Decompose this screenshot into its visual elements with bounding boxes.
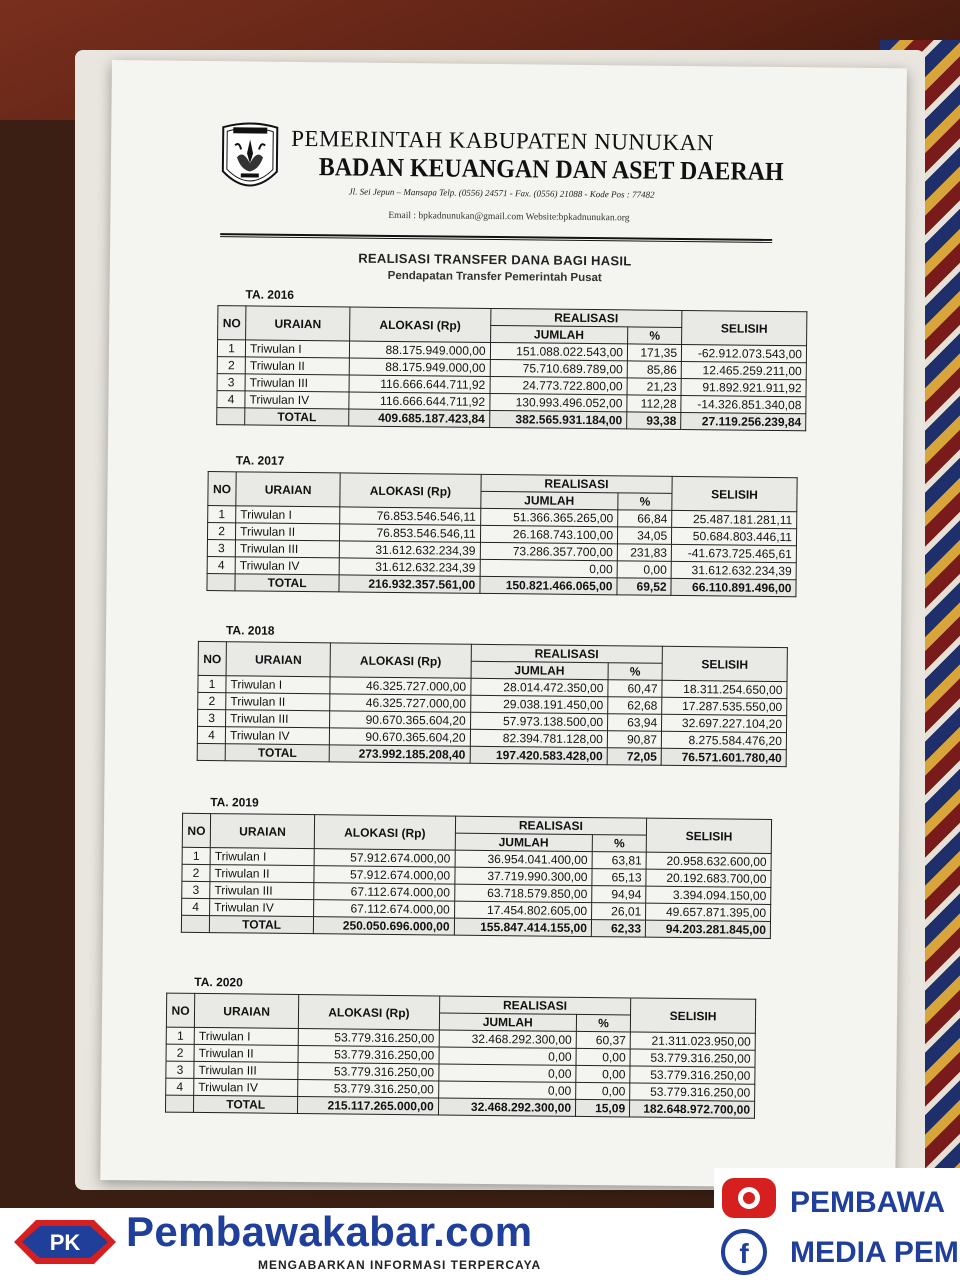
cell-no: 2 bbox=[217, 357, 245, 374]
header-persen: % bbox=[592, 835, 646, 853]
header-no: NO bbox=[182, 813, 210, 847]
cell-alokasi: 116.666.644.711,92 bbox=[349, 375, 490, 393]
header-realisasi: REALISASI bbox=[439, 996, 631, 1015]
header-selisih: SELISIH bbox=[646, 818, 771, 853]
header-uraian: URAIAN bbox=[226, 642, 330, 677]
cell-persen: 63,94 bbox=[608, 714, 662, 732]
cell-alokasi: 88.175.949.000,00 bbox=[350, 341, 491, 359]
year-block bbox=[181, 795, 772, 939]
total-selisih: 182.648.972.700,00 bbox=[630, 1100, 755, 1118]
cell-persen: 60,47 bbox=[608, 680, 662, 698]
total-alokasi: 409.685.187.423,84 bbox=[349, 409, 490, 427]
cell-no: 3 bbox=[166, 1061, 194, 1078]
header-realisasi: REALISASI bbox=[455, 816, 647, 835]
cell-jumlah: 0,00 bbox=[480, 559, 618, 577]
letterhead-contact: Email : bpkadnunukan@gmail.com Website:bpkadnunukan.org bbox=[388, 210, 630, 224]
document-subtitle: Pendapatan Transfer Pemerintah Pusat bbox=[387, 269, 602, 285]
cell-persen: 26,01 bbox=[592, 903, 646, 921]
total-label: TOTAL bbox=[245, 408, 349, 426]
cell-no: 1 bbox=[208, 506, 236, 523]
total-label: TOTAL bbox=[225, 744, 329, 762]
cell-uraian: Triwulan IV bbox=[235, 557, 339, 575]
header-alokasi: ALOKASI (Rp) bbox=[340, 473, 481, 508]
cell-no: 3 bbox=[182, 881, 210, 898]
cell-selisih: 31.612.632.234,39 bbox=[671, 561, 796, 579]
cell-alokasi: 116.666.644.711,92 bbox=[349, 392, 490, 410]
cell-blank bbox=[197, 743, 225, 760]
year-label: TA. 2018 bbox=[225, 623, 275, 638]
transfer-table bbox=[197, 641, 788, 767]
social-label-1: PEMBAWA bbox=[790, 1186, 946, 1219]
total-alokasi: 250.050.696.000,00 bbox=[314, 917, 455, 935]
cell-jumlah: 0,00 bbox=[438, 1064, 576, 1082]
cell-persen: 94,94 bbox=[592, 886, 646, 904]
header-jumlah: JUMLAH bbox=[490, 325, 628, 343]
cell-uraian: Triwulan I bbox=[245, 340, 349, 358]
social-badge bbox=[714, 1168, 960, 1280]
total-persen: 69,52 bbox=[617, 578, 671, 596]
cell-persen: 65,13 bbox=[592, 869, 646, 887]
cell-uraian: Triwulan I bbox=[236, 506, 340, 524]
header-persen: % bbox=[608, 663, 662, 681]
cell-uraian: Triwulan I bbox=[194, 1027, 298, 1045]
cell-jumlah: 73.286.357.700,00 bbox=[480, 542, 618, 560]
header-alokasi: ALOKASI (Rp) bbox=[350, 307, 491, 342]
cell-uraian: Triwulan I bbox=[226, 676, 330, 694]
cell-jumlah: 151.088.022.543,00 bbox=[490, 342, 628, 360]
total-persen: 93,38 bbox=[627, 412, 681, 430]
cell-uraian: Triwulan II bbox=[194, 1044, 298, 1062]
cell-uraian: Triwulan II bbox=[245, 357, 349, 375]
total-jumlah: 150.821.466.065,00 bbox=[480, 576, 618, 594]
cell-alokasi: 67.112.674.000,00 bbox=[314, 900, 455, 918]
cell-no: 4 bbox=[182, 898, 210, 915]
letterhead bbox=[218, 109, 784, 237]
cell-persen: 0,00 bbox=[617, 561, 671, 579]
header-uraian: URAIAN bbox=[194, 993, 298, 1028]
cell-selisih: -14.326.851.340,08 bbox=[681, 395, 806, 413]
cell-persen: 21,23 bbox=[627, 378, 681, 396]
cell-uraian: Triwulan III bbox=[210, 882, 314, 900]
cell-jumlah: 28.014.472.350,00 bbox=[471, 678, 609, 696]
header-jumlah: JUMLAH bbox=[471, 661, 609, 679]
header-no: NO bbox=[166, 993, 194, 1027]
cell-alokasi: 67.112.674.000,00 bbox=[314, 883, 455, 901]
cell-selisih: 12.465.259.211,00 bbox=[681, 361, 806, 379]
total-jumlah: 197.420.583.428,00 bbox=[470, 746, 608, 764]
total-persen: 72,05 bbox=[607, 748, 661, 766]
total-selisih: 66.110.891.496,00 bbox=[671, 578, 796, 596]
cell-persen: 34,05 bbox=[617, 527, 671, 545]
header-jumlah: JUMLAH bbox=[439, 1013, 577, 1031]
cell-selisih: -41.673.725.465,61 bbox=[671, 544, 796, 562]
total-persen: 15,09 bbox=[575, 1099, 629, 1117]
cell-uraian: Triwulan III bbox=[245, 374, 349, 392]
header-uraian: URAIAN bbox=[210, 814, 314, 849]
total-label: TOTAL bbox=[235, 574, 339, 592]
cell-alokasi: 76.853.546.546,11 bbox=[340, 507, 481, 525]
cell-uraian: Triwulan III bbox=[235, 540, 339, 558]
cell-alokasi: 90.670.365.604,20 bbox=[330, 711, 471, 729]
header-no: NO bbox=[218, 306, 246, 340]
cell-blank bbox=[165, 1095, 193, 1112]
document-title: REALISASI TRANSFER DANA BAGI HASIL bbox=[358, 250, 632, 269]
cell-no: 4 bbox=[207, 557, 235, 574]
cell-no: 1 bbox=[198, 675, 226, 692]
cell-jumlah: 75.710.689.789,00 bbox=[490, 359, 628, 377]
cell-uraian: Triwulan I bbox=[210, 848, 314, 866]
cell-jumlah: 51.366.365.265,00 bbox=[480, 508, 618, 526]
cell-selisih: 49.657.871.395,00 bbox=[646, 903, 771, 921]
header-jumlah: JUMLAH bbox=[480, 491, 618, 509]
total-selisih: 27.119.256.239,84 bbox=[681, 412, 806, 430]
cell-no: 4 bbox=[197, 726, 225, 743]
cell-blank bbox=[181, 915, 209, 932]
cell-selisih: 91.892.921.911,92 bbox=[681, 378, 806, 396]
document-page bbox=[100, 60, 907, 1188]
cell-no: 1 bbox=[217, 340, 245, 357]
cell-selisih: 18.311.254.650,00 bbox=[662, 680, 787, 698]
header-realisasi: REALISASI bbox=[471, 644, 663, 663]
total-alokasi: 216.932.357.561,00 bbox=[339, 575, 480, 593]
cell-persen: 171,35 bbox=[627, 344, 681, 362]
cell-persen: 231,83 bbox=[617, 544, 671, 562]
header-jumlah: JUMLAH bbox=[455, 833, 593, 851]
total-selisih: 94.203.281.845,00 bbox=[645, 920, 770, 938]
cell-alokasi: 46.325.727.000,00 bbox=[330, 694, 471, 712]
year-label: TA. 2019 bbox=[210, 795, 259, 810]
header-uraian: URAIAN bbox=[236, 472, 340, 507]
header-selisih: SELISIH bbox=[672, 476, 797, 511]
cell-no: 4 bbox=[166, 1078, 194, 1095]
year-label: TA. 2017 bbox=[235, 453, 285, 468]
cell-jumlah: 57.973.138.500,00 bbox=[470, 712, 608, 730]
cell-uraian: Triwulan IV bbox=[245, 391, 349, 409]
transfer-table bbox=[181, 813, 772, 939]
cell-no: 3 bbox=[217, 374, 245, 391]
cell-alokasi: 53.779.316.250,00 bbox=[298, 1029, 439, 1047]
cell-no: 2 bbox=[182, 864, 210, 881]
cell-jumlah: 0,00 bbox=[439, 1047, 577, 1065]
facebook-icon[interactable] bbox=[720, 1228, 768, 1276]
cell-persen: 90,87 bbox=[607, 731, 661, 749]
total-alokasi: 215.117.265.000,00 bbox=[298, 1097, 439, 1115]
cell-persen: 62,68 bbox=[608, 697, 662, 715]
site-name[interactable]: Pembawakabar.com bbox=[126, 1208, 533, 1255]
header-uraian: URAIAN bbox=[246, 306, 350, 341]
cell-persen: 60,37 bbox=[576, 1031, 630, 1049]
cell-jumlah: 82.394.781.128,00 bbox=[470, 729, 608, 747]
site-tagline: MENGABARKAN INFORMASI TERPERCAYA bbox=[258, 1258, 542, 1272]
header-realisasi: REALISASI bbox=[490, 308, 682, 327]
cell-selisih: 21.311.023.950,00 bbox=[630, 1032, 755, 1050]
cell-alokasi: 53.779.316.250,00 bbox=[298, 1046, 439, 1064]
cell-selisih: 20.958.632.600,00 bbox=[646, 852, 771, 870]
cell-no: 2 bbox=[207, 523, 235, 540]
cell-persen: 66,84 bbox=[618, 510, 672, 528]
total-label: TOTAL bbox=[209, 916, 313, 934]
cell-jumlah: 63.718.579.850,00 bbox=[454, 884, 592, 902]
cell-alokasi: 76.853.546.546,11 bbox=[340, 524, 481, 542]
header-selisih: SELISIH bbox=[630, 998, 755, 1033]
regency-seal-icon bbox=[219, 119, 282, 200]
header-persen: % bbox=[628, 327, 682, 345]
cell-selisih: 53.779.316.250,00 bbox=[630, 1083, 755, 1101]
letterhead-address: Jl. Sei Jepun – Mansapa Telp. (0556) 24571 - Fax. (0556) 21088 - Kode Pos : 77482 bbox=[348, 186, 655, 200]
cell-jumlah: 130.993.496.052,00 bbox=[489, 393, 627, 411]
year-block bbox=[216, 287, 807, 431]
cell-jumlah: 29.038.191.450,00 bbox=[470, 695, 608, 713]
cell-alokasi: 53.779.316.250,00 bbox=[298, 1080, 439, 1098]
header-alokasi: ALOKASI (Rp) bbox=[330, 643, 471, 678]
cell-uraian: Triwulan IV bbox=[194, 1078, 298, 1096]
cell-uraian: Triwulan III bbox=[226, 710, 330, 728]
cell-alokasi: 31.612.632.234,39 bbox=[339, 541, 480, 559]
transfer-table bbox=[216, 305, 807, 431]
cell-jumlah: 36.954.041.400,00 bbox=[455, 850, 593, 868]
cell-persen: 0,00 bbox=[576, 1048, 630, 1066]
cell-no: 1 bbox=[182, 847, 210, 864]
cell-no: 2 bbox=[166, 1044, 194, 1061]
cell-selisih: 3.394.094.150,00 bbox=[646, 886, 771, 904]
cell-alokasi: 57.912.674.000,00 bbox=[314, 849, 455, 867]
total-jumlah: 382.565.931.184,00 bbox=[489, 410, 627, 428]
pk-logo-icon bbox=[10, 1216, 120, 1268]
cell-uraian: Triwulan III bbox=[194, 1061, 298, 1079]
header-selisih: SELISIH bbox=[682, 310, 807, 345]
header-alokasi: ALOKASI (Rp) bbox=[314, 815, 455, 850]
transfer-table bbox=[165, 993, 756, 1119]
youtube-icon[interactable] bbox=[720, 1176, 778, 1220]
cell-no: 4 bbox=[217, 391, 245, 408]
social-label-2: MEDIA PEM bbox=[790, 1236, 959, 1269]
cell-uraian: Triwulan II bbox=[236, 523, 340, 541]
total-alokasi: 273.992.185.208,40 bbox=[329, 745, 470, 763]
cell-persen: 112,28 bbox=[627, 395, 681, 413]
cell-alokasi: 46.325.727.000,00 bbox=[330, 677, 471, 695]
letterhead-agency: BADAN KEUANGAN DAN ASET DAERAH bbox=[318, 152, 784, 187]
cell-selisih: 8.275.584.476,20 bbox=[661, 731, 786, 749]
cell-selisih: 25.487.181.281,11 bbox=[672, 510, 797, 528]
cell-jumlah: 26.168.743.100,00 bbox=[480, 525, 618, 543]
header-realisasi: REALISASI bbox=[481, 474, 673, 493]
cell-selisih: -62.912.073.543,00 bbox=[681, 344, 806, 362]
cell-selisih: 53.779.316.250,00 bbox=[630, 1049, 755, 1067]
cell-persen: 85,86 bbox=[627, 361, 681, 379]
total-selisih: 76.571.601.780,40 bbox=[661, 748, 786, 766]
cell-blank bbox=[207, 574, 235, 591]
total-jumlah: 32.468.292.300,00 bbox=[438, 1098, 576, 1116]
cell-uraian: Triwulan II bbox=[226, 693, 330, 711]
cell-persen: 63,81 bbox=[592, 852, 646, 870]
cell-jumlah: 0,00 bbox=[438, 1081, 576, 1099]
cell-no: 1 bbox=[166, 1027, 194, 1044]
header-no: NO bbox=[198, 641, 226, 675]
cell-alokasi: 53.779.316.250,00 bbox=[298, 1063, 439, 1081]
cell-selisih: 50.684.803.446,11 bbox=[672, 527, 797, 545]
header-alokasi: ALOKASI (Rp) bbox=[299, 995, 440, 1030]
total-jumlah: 155.847.414.155,00 bbox=[454, 918, 592, 936]
cell-selisih: 32.697.227.104,20 bbox=[662, 714, 787, 732]
cell-no: 3 bbox=[198, 709, 226, 726]
cell-no: 2 bbox=[198, 692, 226, 709]
cell-persen: 0,00 bbox=[576, 1065, 630, 1083]
cell-selisih: 20.192.683.700,00 bbox=[646, 869, 771, 887]
cell-jumlah: 17.454.802.605,00 bbox=[454, 901, 592, 919]
cell-selisih: 17.287.535.550,00 bbox=[662, 697, 787, 715]
cell-jumlah: 37.719.990.300,00 bbox=[455, 867, 593, 885]
transfer-table bbox=[206, 471, 797, 597]
cell-uraian: Triwulan II bbox=[210, 865, 314, 883]
cell-persen: 0,00 bbox=[576, 1082, 630, 1100]
header-no: NO bbox=[208, 472, 236, 506]
year-label: TA. 2020 bbox=[194, 974, 243, 990]
header-selisih: SELISIH bbox=[662, 646, 787, 681]
cell-alokasi: 88.175.949.000,00 bbox=[349, 358, 490, 376]
cell-no: 3 bbox=[207, 540, 235, 557]
year-block bbox=[206, 453, 797, 597]
cell-selisih: 53.779.316.250,00 bbox=[630, 1066, 755, 1084]
svg-text:f: f bbox=[739, 1238, 749, 1269]
header-persen: % bbox=[618, 493, 672, 511]
year-label: TA. 2016 bbox=[245, 287, 295, 302]
letterhead-government: PEMERINTAH KABUPATEN NUNUKAN bbox=[291, 125, 715, 156]
year-block bbox=[165, 975, 756, 1119]
year-block bbox=[197, 623, 788, 767]
cell-alokasi: 57.912.674.000,00 bbox=[314, 866, 455, 884]
pk-logo-text: PK bbox=[49, 1230, 81, 1255]
cell-uraian: Triwulan IV bbox=[225, 727, 329, 745]
total-persen: 62,33 bbox=[591, 920, 645, 938]
cell-alokasi: 90.670.365.604,20 bbox=[329, 728, 470, 746]
cell-alokasi: 31.612.632.234,39 bbox=[339, 558, 480, 576]
header-persen: % bbox=[576, 1014, 630, 1032]
total-label: TOTAL bbox=[194, 1095, 298, 1113]
cell-jumlah: 24.773.722.800,00 bbox=[490, 376, 628, 394]
cell-blank bbox=[217, 408, 245, 425]
cell-jumlah: 32.468.292.300,00 bbox=[439, 1030, 577, 1048]
cell-uraian: Triwulan IV bbox=[210, 899, 314, 917]
